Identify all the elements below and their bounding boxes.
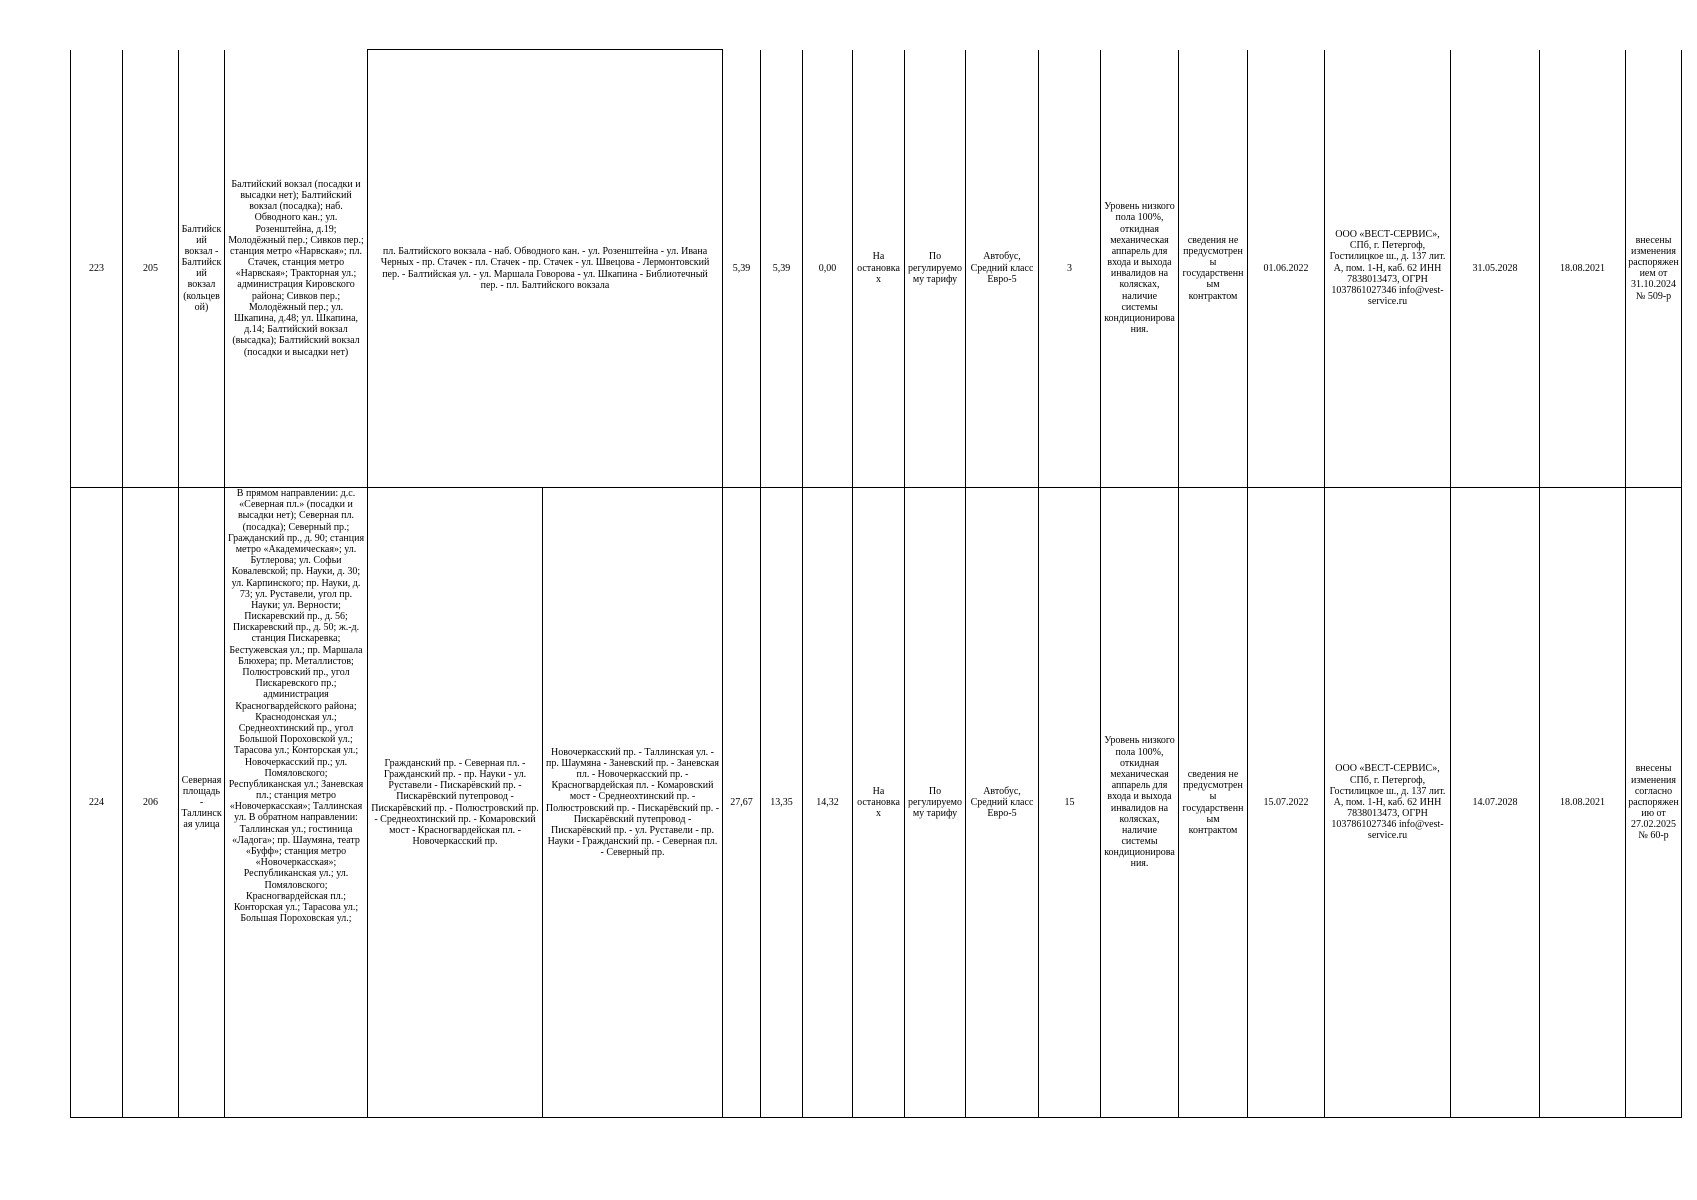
cell-boarding: На остановках — [853, 50, 905, 488]
cell-route-number: 206 — [123, 488, 179, 1118]
table-row — [71, 50, 1682, 488]
cell-features: Уровень низкого пола 100%, откидная механическая аппарель для входа и выхода инвалидов на колясках, наличие системы кондиционирования. — [1101, 488, 1179, 1118]
cell-registration-date: 18.08.2021 — [1540, 50, 1626, 488]
cell-start-date: 01.06.2022 — [1248, 50, 1325, 488]
cell-row-number: 223 — [71, 50, 123, 488]
cell-contract: сведения не предусмотрены государственным контрактом — [1179, 50, 1248, 488]
cell-features: Уровень низкого пола 100%, откидная механическая аппарель для входа и выхода инвалидов на колясках, наличие системы кондиционирования. — [1101, 50, 1179, 488]
cell-vehicle: Автобус, Средний класс Евро-5 — [966, 50, 1039, 488]
cell-vehicle: Автобус, Средний класс Евро-5 — [966, 488, 1039, 1118]
cell-length-forward: 5,39 — [761, 50, 803, 488]
cell-registration-date: 18.08.2021 — [1540, 488, 1626, 1118]
cell-streets: пл. Балтийского вокзала - наб. Обводного кан. - ул. Розенштейна - ул. Ивана Черных - пр. Стачек - пл. Стачек - пр. Стачек - ул. Швецова - Лермонтовский пер. - Балтийская ул. - ул. Маршала Говорова - ул. Шкапина - Библиотечный пер. - пл. Балтийского вокзала — [368, 50, 723, 488]
cell-streets-back: Новочеркасский пр. - Таллинская ул. - пр. Шаумяна - Заневский пр. - Заневская пл. - Новочеркасский пр. - Красногвардейская пл. - Комаровский мост - Среднеохтинский пр. - Полюстровский пр. - Пискарёвский пр. - Пискарёвский путепровод - Пискарёвский пр. - ул. Руставели - пр. Науки - Гражданский пр. - Северная пл. - Северный пр. — [543, 488, 723, 1118]
cell-streets-forward: Гражданский пр. - Северная пл. - Гражданский пр. - пр. Науки - ул. Руставели - Пискарёвский пр. - Пискарёвский путепровод - Пискарёвский пр. - Полюстровский пр. - Среднеохтинский пр. - Комаровский мост - Красногвардейская пл. - Новочеркасский пр. — [368, 488, 543, 1118]
cell-length-back: 0,00 — [803, 50, 853, 488]
cell-carrier: ООО «ВЕСТ-СЕРВИС», СПб, г. Петергоф, Гостилицкое ш., д. 137 лит. А, пом. 1-Н, каб. 62 ИНН 7838013473, ОГРН 1037861027346 info@vest-service.ru — [1325, 50, 1451, 488]
cell-route-name: Северная площадь - Таллинская улица — [179, 488, 225, 1118]
cell-length-forward: 13,35 — [761, 488, 803, 1118]
table-row — [71, 488, 1682, 1118]
cell-route-number: 205 — [123, 50, 179, 488]
cell-route-name: Балтийский вокзал - Балтийский вокзал (кольцевой) — [179, 50, 225, 488]
cell-stops: В прямом направлении: д.с. «Северная пл.» (посадки и высадки нет); Северная пл. (посадка); Северный пр.; Гражданский пр., д. 90; станция метро «Академическая»; ул. Бутлерова; ул. Софьи Ковалевской; пр. Науки, д. 30; ул. Карпинского; пр. Науки, д. 73; ул. Руставели, угол пр. Науки; ул. Верности; Пискаревский пр., д. 56; Пискаревский пр., д. 50; ж.-д. станция Пискаревка; Бестужевская ул.; пр. Маршала Блюхера; пр. Металлистов; Полюстровский пр., угол Пискаревского пр.; администрация Красногвардейского района; Краснодонская ул.; Среднеохтинский пр., угол Большой Пороховской ул.; Тарасова ул.; Конторская ул.; Новочеркасский пр.; ул. Помяловского; Республиканская ул.; Заневская пл.; станция метро «Новочеркасская»; Таллинская ул. В обратном направлении: Таллинская ул.; гостиница «Ладога»; пр. Шаумяна, театр «Буфф»; станция метро «Новочеркасская»; Республиканская ул.; ул. Помяловского; Красногвардейская пл.; Конторская ул.; Тарасова ул.; Большая Пороховская ул.; — [225, 488, 368, 1118]
cell-length-total: 5,39 — [723, 50, 761, 488]
cell-start-date: 15.07.2022 — [1248, 488, 1325, 1118]
cell-notes: внесены изменения согласно распоряжению от 27.02.2025 № 60-р — [1626, 488, 1682, 1118]
register-table — [70, 49, 1682, 1118]
cell-stops: Балтийский вокзал (посадки и высадки нет); Балтийский вокзал (посадка); наб. Обводного кан.; ул. Розенштейна, д.19; Молодёжный пер.; Сивков пер.; станция метро «Нарвская»; пл. Стачек, станция метро «Нарвская»; Тракторная ул.; администрация Кировского района; Сивков пер.; Молодёжный пер.; ул. Шкапина, д.48; ул. Шкапина, д.14; Балтийский вокзал (высадка); Балтийский вокзал (посадки и высадки нет) — [225, 50, 368, 488]
cell-boarding: На остановках — [853, 488, 905, 1118]
cell-vehicle-count: 3 — [1039, 50, 1101, 488]
cell-length-total: 27,67 — [723, 488, 761, 1118]
cell-end-date: 31.05.2028 — [1451, 50, 1540, 488]
cell-vehicle-count: 15 — [1039, 488, 1101, 1118]
cell-end-date: 14.07.2028 — [1451, 488, 1540, 1118]
cell-tariff: По регулируемому тарифу — [905, 488, 966, 1118]
cell-contract: сведения не предусмотрены государственным контрактом — [1179, 488, 1248, 1118]
cell-tariff: По регулируемому тарифу — [905, 50, 966, 488]
cell-row-number: 224 — [71, 488, 123, 1118]
cell-notes: внесены изменения распоряжением от 31.10.2024 № 509-р — [1626, 50, 1682, 488]
cell-length-back: 14,32 — [803, 488, 853, 1118]
cell-carrier: ООО «ВЕСТ-СЕРВИС», СПб, г. Петергоф, Гостилицкое ш., д. 137 лит. А, пом. 1-Н, каб. 62 ИНН 7838013473, ОГРН 1037861027346 info@vest-service.ru — [1325, 488, 1451, 1118]
